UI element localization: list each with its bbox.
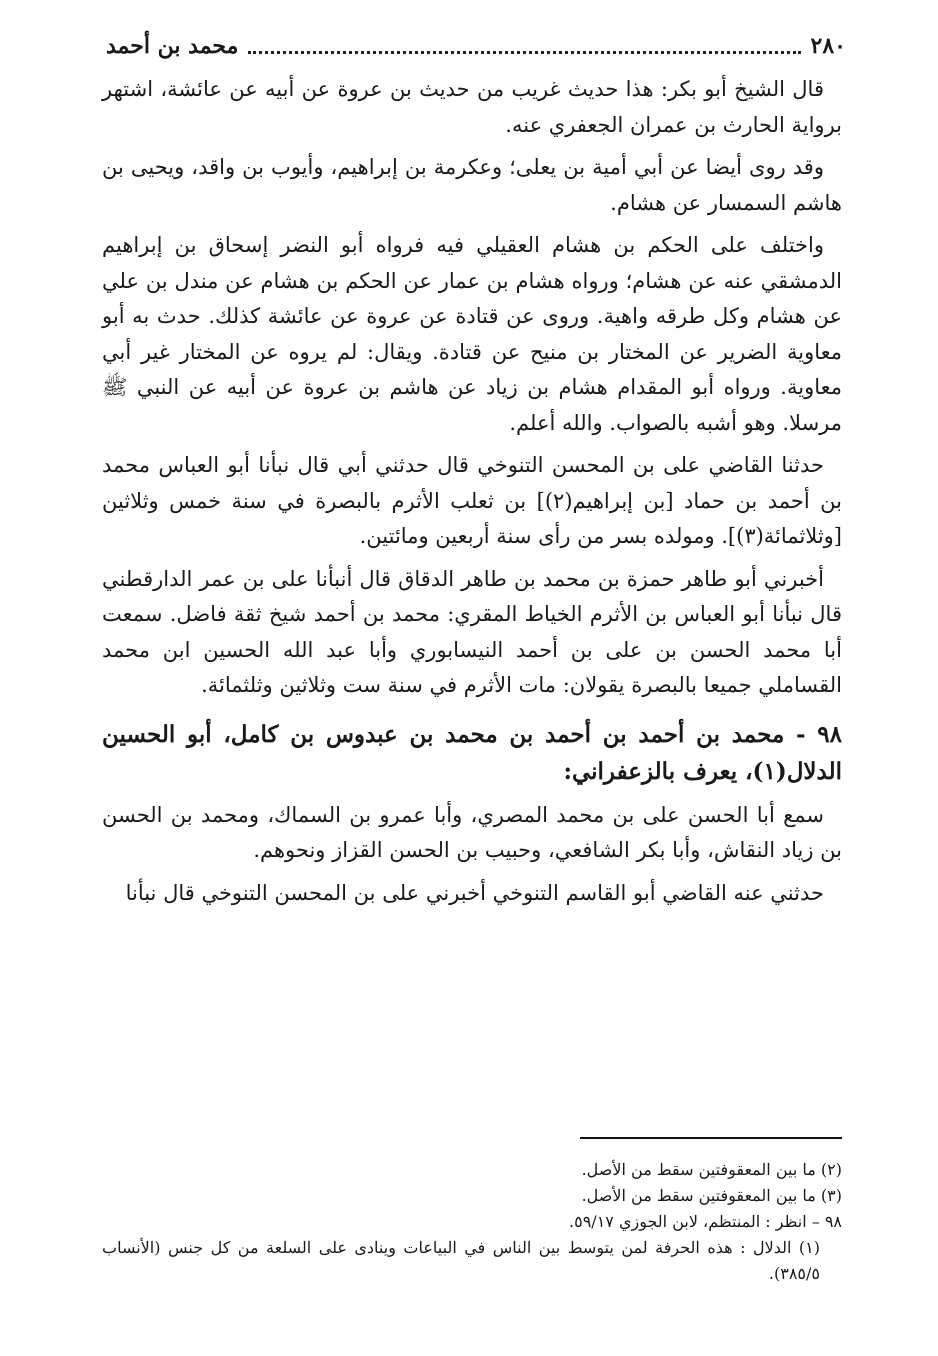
footnotes xyxy=(102,1157,842,1287)
entry-paragraph-1: سمع أبا الحسن على بن محمد المصري، وأبا عمرو بن السماك، ومحمد بن الحسن بن زياد النقاش، وأبا بكر الشافعي، وحبيب بن الحسن القزاز ونحوهم. xyxy=(102,802,842,862)
paragraph-1: قال الشيخ أبو بكر: هذا حديث غريب من حديث بن عروة عن أبيه عن عائشة، اشتهر برواية الحارث بن عمران الجعفري عنه. xyxy=(102,77,842,137)
page-header xyxy=(106,28,846,64)
entry-heading: ٩٨ - محمد بن أحمد بن أحمد بن محمد بن عبدوس بن كامل، أبو الحسين الدلال(١)، يعرف بالزعفراني: xyxy=(102,720,842,785)
page-number: ٢٨٠ xyxy=(810,33,846,59)
footnote-2: (٢) ما بين المعقوفتين سقط من الأصل. xyxy=(581,1160,842,1179)
paragraph-5: أخبرني أبو طاهر حمزة بن محمد بن طاهر الدقاق قال أنبأنا على بن عمر الدارقطني قال نبأنا أبو العباس بن الأثرم الخياط المقري: محمد بن أحمد شيخ ثقة فاضل. سمعت أبا محمد الحسن بن على بن أحمد النيسابوري وأبا عبد الله الحسين ابن محمد القساملي جميعا بالبصرة يقولان: مات الأثرم في سنة ست وثلاثين وثلثمائة. xyxy=(102,566,842,697)
footnote-3: (٣) ما بين المعقوفتين سقط من الأصل. xyxy=(581,1186,842,1205)
footnote-entry-98: ٩٨ – انظر : المنتظم، لابن الجوزي ٥٩/١٧. xyxy=(569,1212,842,1231)
main-text xyxy=(102,72,842,918)
running-title: محمد بن أحمد xyxy=(106,33,239,59)
footnote-separator xyxy=(580,1137,842,1139)
paragraph-4: حدثنا القاضي على بن المحسن التنوخي قال حدثني أبي قال نبأنا أبو العباس محمد بن أحمد بن حماد [بن إبراهيم(٢)] بن ثعلب الأثرم بالبصرة في سنة خمس وثلاثين [وثلاثمائة(٣)]. ومولده بسر من رأى سنة أربعين ومائتين. xyxy=(102,453,843,548)
footnote-1: (١) الدلال : هذه الحرفة لمن يتوسط بين الناس في البياعات وينادى على السلعة من كل جنس (الأنساب ٣٨٥/٥). xyxy=(102,1238,820,1283)
header-dotted-leader xyxy=(248,39,800,54)
paragraph-2: وقد روى أيضا عن أبي أمية بن يعلى؛ وعكرمة بن إبراهيم، وأيوب بن واقد، ويحيى بن هاشم السمسار عن هشام. xyxy=(102,155,842,215)
paragraph-3: واختلف على الحكم بن هشام العقيلي فيه فرواه أبو النضر إسحاق بن إبراهيم الدمشقي عنه عن هشام؛ ورواه هشام بن عمار عن الحكم بن هشام عن مندل بن علي عن هشام وكل طرقه واهية. وروى عن قتادة عن عروة عن عائشة كذلك. حدث به أبو معاوية الضرير عن المختار بن منيح عن قتادة. ويقال: لم يروه عن المختار غير أبي معاوية. ورواه أبو المقدام هشام بن زياد عن هاشم بن عروة عن أبيه عن النبي ﷺ مرسلا. وهو أشبه بالصواب. والله أعلم. xyxy=(102,233,842,435)
entry-paragraph-2: حدثني عنه القاضي أبو القاسم التنوخي أخبرني على بن المحسن التنوخي قال نبأنا xyxy=(125,880,824,905)
